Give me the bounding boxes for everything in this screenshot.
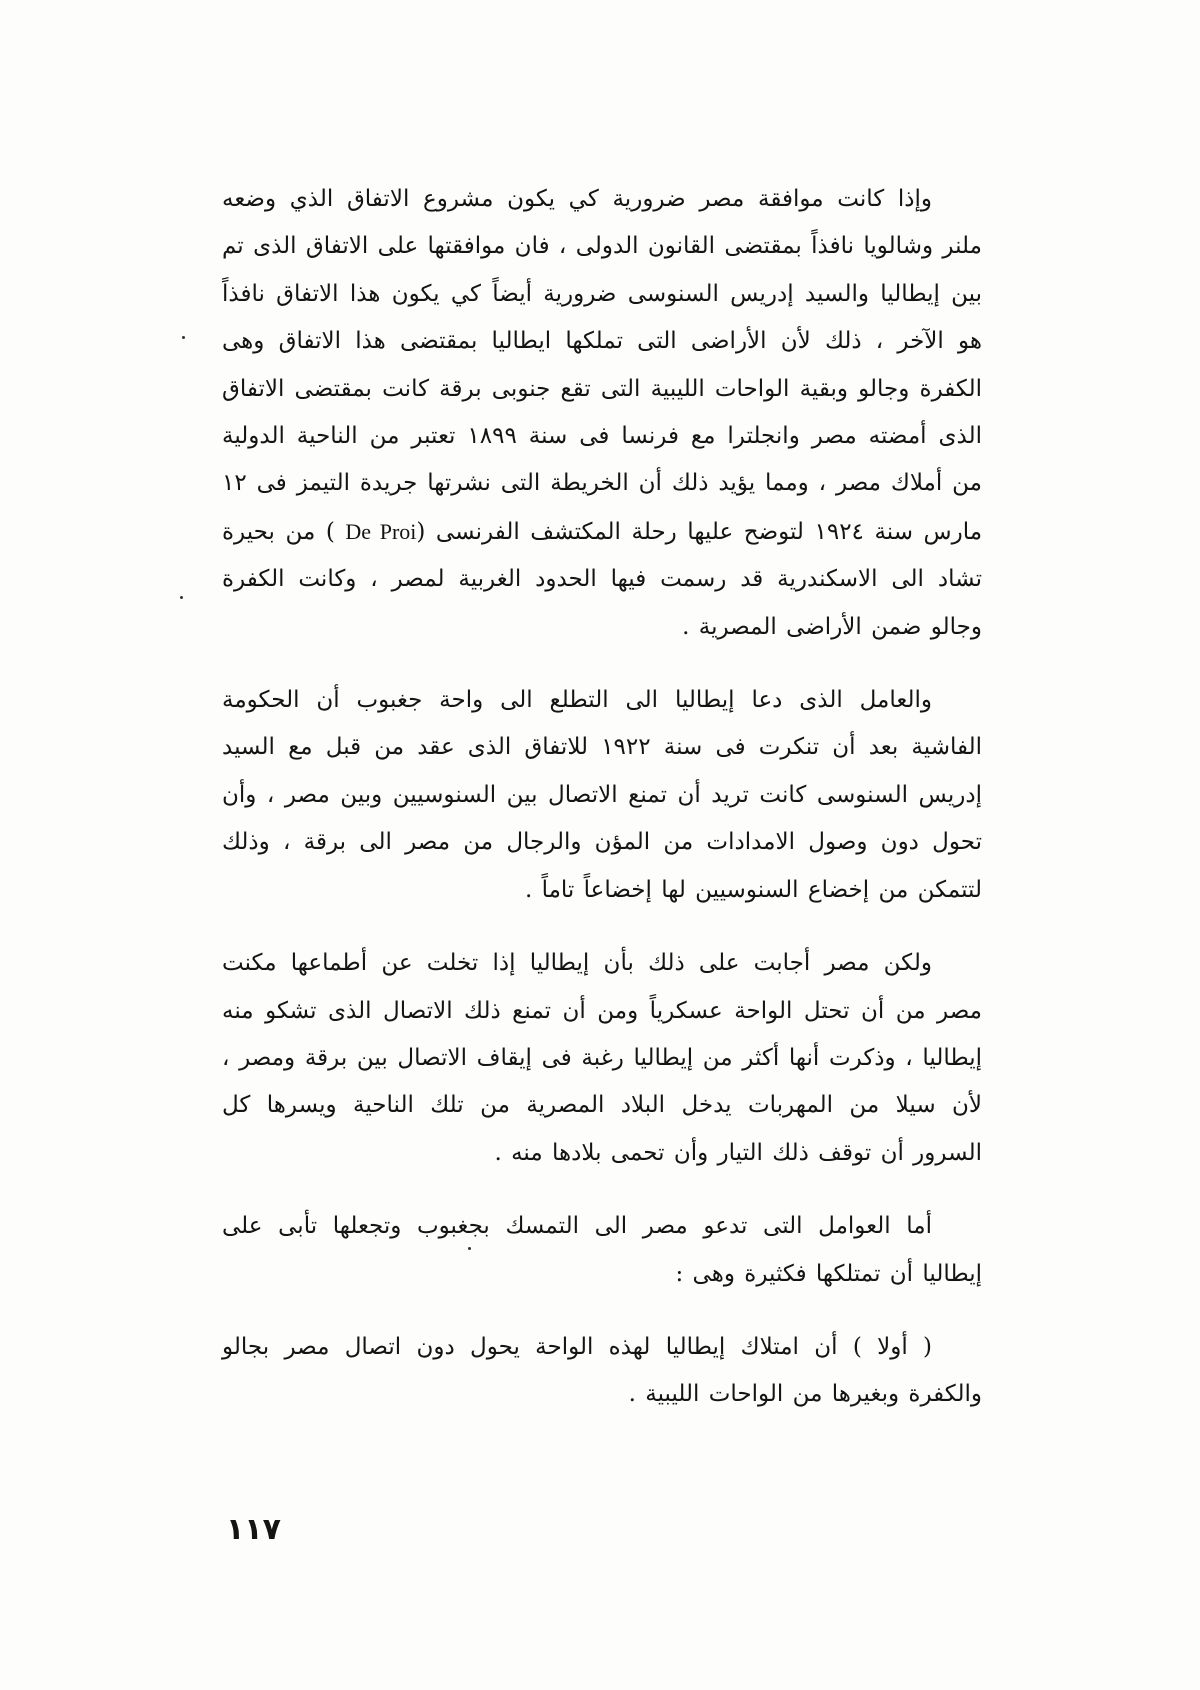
paragraph-3: [222, 940, 982, 1177]
text-line: وذلك لتتمكن من إخضاع السنوسيين لها إخضاعاً تاماً .: [222, 829, 982, 903]
body-text: [222, 176, 982, 1419]
text-line: ومصر ، لأن سيلا من المهربات يدخل البلاد المصرية من تلك الناحية ويسرها: [222, 1044, 983, 1119]
text-line: ) من بحيرة تشاد الى الاسكندرية: [222, 518, 982, 593]
text-line: الفاشية بعد أن تنكرت فى سنة ١٩٢٢ للاتفاق الذى عقد من قبل مع السيد: [222, 734, 983, 761]
scan-speck: [180, 596, 183, 599]
text-line: والعامل الذى دعا إيطاليا الى التطلع الى واحة جغبوب أن الحكومة: [222, 687, 932, 714]
text-line: وإذا كانت موافقة مصر ضرورية كي يكون مشروع الاتفاق الذي: [289, 186, 932, 212]
text-line: قد رسمت فيها الحدود الغربية لمصر ، وكانت الكفرة وجالو ضمن الأراضى: [222, 566, 982, 640]
paragraph-2: [222, 677, 982, 914]
text-line: بمقتضى الاتفاق الذى أمضته مصر وانجلترا مع فرنسا فى سنة ١٨٩٩ تعتبر: [222, 375, 982, 450]
text-line: وأن تحول دون وصول الامدادات من المؤن والرجال من مصر الى برقة ،: [222, 781, 982, 856]
latin-name: De Proi: [345, 518, 417, 544]
paragraph-5: [222, 1324, 982, 1419]
text-line: إدريس السنوسى كانت تريد أن تمنع الاتصال بين السنوسيين وبين مصر ،: [266, 781, 982, 808]
text-line: المكتشف الفرنسى (: [416, 518, 621, 545]
text-line: أن تمتلكها فكثيرة وهى :: [675, 1260, 914, 1287]
paragraph-4: [222, 1203, 982, 1298]
text-line: والكفرة وبغيرها من الواحات الليبية .: [628, 1381, 982, 1408]
text-line: كل السرور أن توقف ذلك التيار وأن تحمى بلادها منه .: [222, 1092, 982, 1166]
text-line: مصر من أن تحتل الواحة عسكرياً ومن أن تمنع ذلك الاتصال الذى تشكو: [265, 997, 982, 1024]
text-line: المصرية .: [682, 613, 777, 640]
text-line: الاتفاق وهى الكفرة وجالو وبقية الواحات الليبية التى تقع جنوبى برقة كانت: [222, 328, 982, 402]
paragraph-1: [222, 176, 982, 651]
text-line: الاتفاق نافذاً هو الآخر ، ذلك لأن الأراضى التى تملكها ايطاليا بمقتضى هذا: [222, 280, 982, 355]
scan-speck: [182, 336, 185, 339]
text-line: ولكن مصر أجابت على ذلك بأن إيطاليا إذا تخلت عن أطماعها مكنت: [222, 950, 932, 977]
text-line: منه إيطاليا ، وذكرت أنها أكثر من إيطاليا رغبة فى إيقاف الاتصال بين برقة: [222, 997, 983, 1071]
text-line: وضعه ملنر وشالويا نافذاً بمقتضى القانون الدولى ، فان موافقتها على الاتفاق: [222, 186, 982, 260]
text-line: الذى تم بين إيطاليا والسيد إدريس السنوسى ضرورية أيضاً كي يكون هذا: [222, 233, 982, 307]
page-number: ١١٧: [226, 1512, 281, 1547]
text-line: أما العوامل التى تدعو مصر الى التمسك بجغبوب وتجعلها تأبى على إيطاليا: [222, 1213, 982, 1287]
text-line: من الناحية الدولية من أملاك مصر ، ومما يؤيد ذلك أن الخريطة: [222, 423, 982, 497]
text-line: ( أولا ) أن امتلاك إيطاليا لهذه الواحة يحول دون اتصال مصر بجالو: [222, 1333, 932, 1360]
text-line: التى نشرتها جريدة التيمز فى ١٢ مارس سنة ١٩٢٤ لتوضح عليها رحلة: [222, 470, 983, 545]
